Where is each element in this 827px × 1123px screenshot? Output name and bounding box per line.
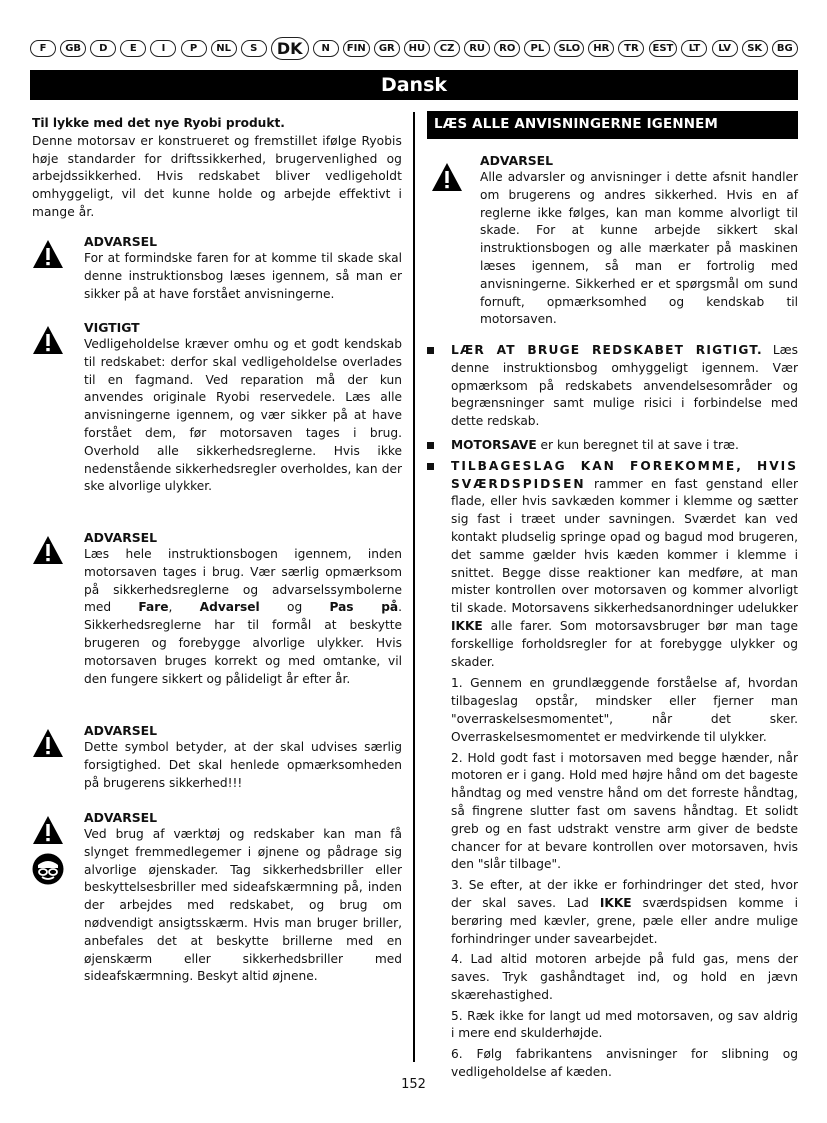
fare-label: Fare xyxy=(138,600,169,615)
numbered-item: 2. Hold godt fast i motorsaven med begge hænder, når motoren er i gang. Hold med højre hånd om det bageste håndtag og med venstre hånd om det forreste håndtag, så fingrene slutter fast om savens håndtag. Et solidt greb og en fast udstrakt venstre arm giver de bedste chancer for at bevare kontrollen over motorsaven, hvis den "slår tilbage". xyxy=(451,750,798,872)
warning-triangle-icon xyxy=(32,325,64,355)
lang-pill[interactable]: RU xyxy=(464,40,490,57)
ikke-label: IKKE xyxy=(451,618,483,633)
lang-pill-active[interactable]: DK xyxy=(271,37,309,60)
numbered-item: 5. Ræk ikke for langt ud med motorsaven, og sav aldrig i mere end skulderhøjde. xyxy=(451,1008,798,1041)
intro-section xyxy=(32,115,402,222)
bullet-text xyxy=(451,458,798,672)
bullet-item xyxy=(427,458,798,672)
lang-pill[interactable]: NL xyxy=(211,40,237,57)
warning-triangle-icon xyxy=(32,535,64,565)
face-shield-icon xyxy=(32,853,64,885)
warning-triangle-icon xyxy=(32,239,64,269)
pas-paa-label: Pas på xyxy=(329,600,399,615)
lang-pill[interactable]: BG xyxy=(772,40,798,57)
bullet-text xyxy=(451,437,798,455)
lang-pill[interactable]: GR xyxy=(374,40,400,57)
bullet-square-icon xyxy=(427,442,434,449)
bullet-item xyxy=(427,342,798,431)
important-block xyxy=(32,319,402,496)
lang-pill[interactable]: SK xyxy=(742,40,768,57)
warning-heading: ADVARSEL xyxy=(84,530,158,545)
bullet-body: alle farer. Som motorsavsbruger bør man tage forskellige forholdsregler for at forebygge ulykker og skader. xyxy=(451,618,798,669)
lang-pill[interactable]: LV xyxy=(712,40,738,57)
warning-text xyxy=(84,546,402,688)
lang-pill[interactable]: D xyxy=(90,40,116,57)
important-text: Vedligeholdelse kræver omhu og et godt kendskab til redskabet: derfor skal vedligeholdelse overlades til en fagmand. Ved reparation må der kun anvendes originale Ryobi reservedele. Læs alle anvisningerne igennem, og vær sikker på at have forstået dem, før motorsaven tages i brug. Overhold alle sikkerhedsreglerne. Hvis ikke nedenstående sikkerhedsregler overholdes, kan der ske alvorlige ulykker. xyxy=(84,337,402,494)
bullet-lead: LÆR AT BRUGE REDSKABET RIGTIGT. xyxy=(451,343,763,357)
numbered-item xyxy=(451,877,798,948)
intro-heading: Til lykke med det nye Ryobi produkt. xyxy=(32,116,285,130)
numbered-list xyxy=(427,675,798,1082)
lang-pill[interactable]: N xyxy=(313,40,339,57)
warning-triangle-icon xyxy=(32,728,64,758)
warning-block xyxy=(32,722,402,792)
numbered-item: 4. Lad altid motoren arbejde på fuld gas, mens der saves. Tryk gashåndtaget ind, og hold en jævn skærehastighed. xyxy=(451,952,798,1002)
lang-pill[interactable]: E xyxy=(120,40,146,57)
numbered-item-part: sværdspidsen komme i berøring med kævler, grene, pæle eller andre mulige forhindringer under savearbejdet. xyxy=(451,895,798,946)
lang-pill[interactable]: HR xyxy=(588,40,614,57)
warning-heading: ADVARSEL xyxy=(84,234,158,249)
lang-pill[interactable]: F xyxy=(30,40,56,57)
page-title: Dansk xyxy=(30,70,798,100)
warning-heading: ADVARSEL xyxy=(84,810,158,825)
intro-text: Denne motorsav er konstrueret og fremstillet ifølge Ryobis høje standarder for driftssikkerhed, brugervenlighed og arbejdssikkerhed. Hvis redskabet bliver vedligeholdt omhyggeligt, vil det kunne holde og arbejde effektivt i mange år. xyxy=(32,133,402,219)
lang-pill[interactable]: LT xyxy=(681,40,707,57)
warning-text: Dette symbol betyder, at der skal udvises særlig forsigtighed. Det skal henlede opmærksomheden på brugerens sikkerhed!!! xyxy=(84,740,402,790)
lang-pill[interactable]: TR xyxy=(618,40,644,57)
warning-triangle-icon xyxy=(431,162,463,192)
numbered-item: 6. Følg fabrikantens anvisninger for slibning og vedligeholdelse af kæden. xyxy=(451,1047,798,1080)
warning-text: Ved brug af værktøj og redskaber kan man få slynget fremmedlegemer i øjnene og pådrage sig alvorlige øjenskader. Tag sikkerhedsbriller eller beskyttelsesbriller med sideafskærmning på, inden der arbejdes med redskabet, og brug om nødvendigt ansigtsskærm. Hvis man bruger briller, anbefales det at beskytte brillerne med en øjenskærm eller sikkerhedsbriller med sideafskærmning. Beskyt altid øjnene. xyxy=(84,827,402,984)
warning-triangle-icon xyxy=(32,815,64,845)
lang-pill[interactable]: P xyxy=(181,40,207,57)
advarsel-label: Advarsel xyxy=(199,600,260,615)
lang-pill[interactable]: PL xyxy=(524,40,550,57)
bullet-body: rammer en fast genstand eller flade, eller hvis savkæden kommer i klemme og sætter sig fast i træet under savningen. Sværdet kan ved kontakt pludselig springe opad og bagud mod brugeren, det samme gælder hvis kæden kommer i klemme i snittet. Begge disse reaktioner kan medføre, at man mister kontrollen over motorsaven og kommer alvorligt til skade. Motorsavens sikkerhedsanordninger udelukker xyxy=(451,476,798,616)
ikke-label: IKKE xyxy=(599,895,632,910)
lang-pill[interactable]: HU xyxy=(404,40,430,57)
bullet-body: Læs denne instruktionsbog omhyggeligt igennem. Vær opmærksom på redskabets anvendelsesområder og begrænsninger samt mulige risici i forbindelse med dette redskab. xyxy=(451,343,798,429)
warning-text-part: Læs hele instruktionsbogen igennem, inden motorsaven tages i brug. Vær særlig opmærksom på sikkerhedsreglerne og advarselssymbolerne med xyxy=(84,547,402,615)
lang-pill[interactable]: SLO xyxy=(554,40,584,57)
numbered-item: 1. Gennem en grundlæggende forståelse af, hvordan tilbageslag opstår, mindsker eller fjerner man "overraskelsesmomentet", når det sker. Overraskelsesmomentet er medvirkende til ulykker. xyxy=(451,676,798,744)
important-heading: VIGTIGT xyxy=(84,320,140,335)
warning-block xyxy=(32,233,402,303)
lang-pill[interactable]: FIN xyxy=(343,40,370,57)
separator: , xyxy=(168,600,200,615)
lang-pill[interactable]: EST xyxy=(649,40,678,57)
separator: og xyxy=(259,600,330,615)
bullet-lead: MOTORSAVE xyxy=(451,437,537,452)
eye-protection-block xyxy=(32,809,402,986)
bullet-body: er kun beregnet til at save i træ. xyxy=(536,437,739,452)
lang-pill[interactable]: RO xyxy=(494,40,520,57)
bullet-item xyxy=(427,437,798,455)
bullet-text xyxy=(451,342,798,431)
warning-heading: ADVARSEL xyxy=(84,723,158,738)
warning-text: Alle advarsler og anvisninger i dette afsnit handler om brugerens og andres sikkerhed. Hvis en af reglerne ikke følges, kan man komme alvorligt til skade. For at kunne arbejde sikkert skal instruktionsbogen og alle mærkater på maskinen læses igennem, så man er fortrolig med anvisningerne. Sikkerhed er et spørgsmål om sund fornuft, opmærksomhed og kendskab til motorsaven. xyxy=(480,170,798,327)
lang-pill[interactable]: S xyxy=(241,40,267,57)
section-header: LÆS ALLE ANVISNINGERNE IGENNEM xyxy=(427,111,798,139)
page-number: 152 xyxy=(401,1077,426,1092)
lang-pill[interactable]: I xyxy=(150,40,176,57)
numbered-item-part: 3. Se efter, at der ikke er forhindringer det sted, hvor der skal saves. Lad xyxy=(451,878,798,910)
warning-heading: ADVARSEL xyxy=(480,153,554,168)
warning-block xyxy=(32,529,402,688)
bullet-list xyxy=(427,342,798,1085)
lang-pill[interactable]: CZ xyxy=(434,40,460,57)
warning-text: For at formindske faren for at komme til skade skal denne instruktionsbog læses igennem, så man er sikker på at have forstået anvisningerne. xyxy=(84,251,402,301)
right-warning-block xyxy=(427,152,798,329)
language-selector xyxy=(30,38,798,58)
column-divider xyxy=(413,112,415,1062)
bullet-square-icon xyxy=(427,463,434,470)
warning-text-part: . Sikkerhedsreglerne har til formål at beskytte brugeren og forebygge alvorlige ulykker. Hvis motorsaven bruges korrekt og med omtanke, vil den fungere sikkert og pålideligt år efter år. xyxy=(84,600,403,686)
lang-pill[interactable]: GB xyxy=(60,40,86,57)
bullet-lead: TILBAGESLAG KAN FOREKOMME, HVIS SVÆRDSPIDSEN xyxy=(451,458,798,491)
bullet-square-icon xyxy=(427,347,434,354)
